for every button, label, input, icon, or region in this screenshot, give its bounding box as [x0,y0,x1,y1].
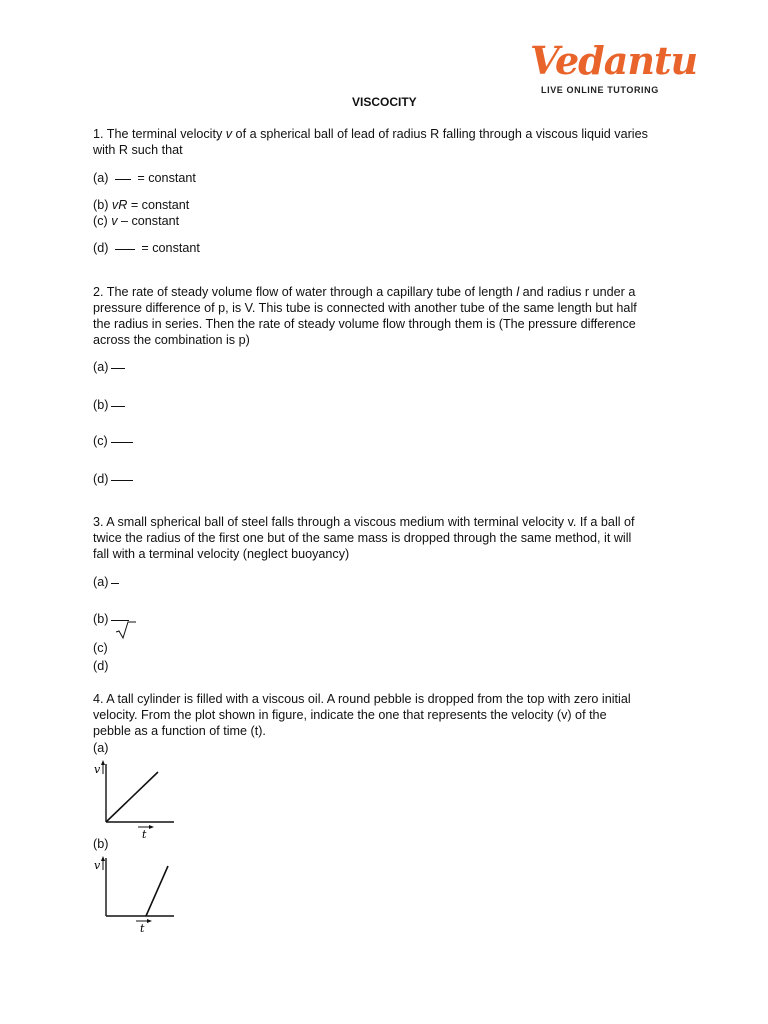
x-arrow-icon [149,825,154,829]
fraction-placeholder [111,574,119,584]
question-2-option-a: (a) [93,359,673,375]
question-4-option-a: (a) [93,741,109,755]
question-2-option-d: (d) [93,471,673,487]
graph-option-b [92,850,182,936]
velocity-curve [146,866,168,916]
x-axis-label: t [142,828,147,841]
fraction-placeholder [111,471,133,481]
fraction-placeholder [111,397,125,407]
fraction-placeholder [111,433,133,443]
question-4-option-b: (b) [93,837,109,851]
velocity-curve [106,772,158,822]
question-3-option-d: (d) [93,659,109,673]
question-1-option-c: (c) v – constant [93,214,180,228]
x-axis-label: t [140,922,145,935]
fraction-placeholder [111,359,125,369]
fraction-placeholder [115,240,135,250]
question-1-option-a: (a) = constant [93,171,196,185]
question-4-stem: 4. A tall cylinder is filled with a viscous oil. A round pebble is dropped from the top with zero initial velocity. From the plot shown in figure, indicate the one that represents the velocity (v) of the pebble as a function of time (t). [93,692,631,738]
question-1-option-b: (b) vR = constant [93,198,190,212]
question-2-option-b: (b) [93,397,673,413]
y-arrow-icon [101,856,105,861]
page-title: VISCOCITY [352,95,417,109]
question-1-stem: 1. The terminal velocity v of a spherical ball of lead of radius R falling through a viscous liquid varies with R such that [93,127,648,157]
graph-option-a [92,756,182,842]
question-3-option-c: (c) [93,641,108,655]
brand-logo: Vedantu [530,38,698,83]
question-3-stem: 3. A small spherical ball of steel falls through a viscous medium with terminal velocity v. If a ball of twice the radius of the first one but of the same mass is dropped through the same method, it will fall with a terminal velocity (neglect buoyancy) [93,515,635,561]
y-arrow-icon [101,760,105,765]
question-2-stem: 2. The rate of steady volume flow of water through a capillary tube of length l and radius r under a pressure difference of p, is V. This tube is connected with another tube of the same length but half the radius in series. Then the rate of steady volume flow through them is (The pressure difference across the combination is p) [93,285,637,347]
x-arrow-icon [147,919,152,923]
y-axis-label: v [94,859,101,872]
square-root-symbol [115,620,137,640]
question-3-option-a: (a) [93,574,673,590]
y-axis-label: v [94,763,101,776]
fraction-placeholder [115,170,131,180]
question-1-option-d: (d) = constant [93,241,200,255]
brand-tagline: LIVE ONLINE TUTORING [541,85,659,95]
question-2-option-c: (c) [93,433,673,449]
question-3-option-b: (b) [93,611,673,627]
